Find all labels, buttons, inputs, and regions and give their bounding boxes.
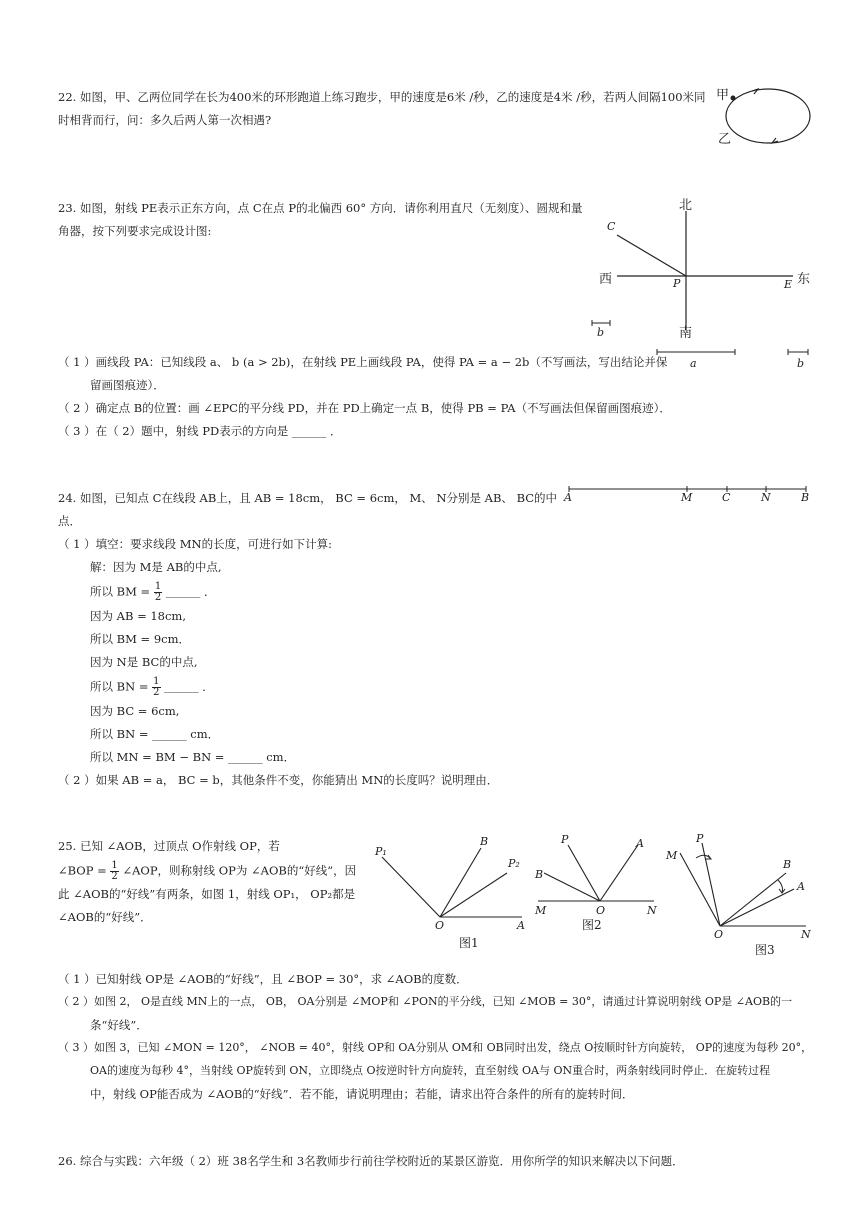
- q26-line1: 26. 综合与实践：六年级（ 2）班 38名学生和 3名教师步行前往学校附近的某景区游览．用你所学的知识来解决以下问题．: [58, 1154, 684, 1168]
- fig1-label-o: O: [435, 919, 445, 932]
- label-b-right: b: [797, 357, 805, 370]
- frac-den: 2: [111, 871, 118, 882]
- label-b-point: B: [801, 491, 810, 504]
- label-a: a: [690, 357, 697, 370]
- q24-line2: 点．: [58, 514, 81, 528]
- q23-part1-line2: 留画图痕迹）．: [90, 378, 165, 392]
- q24-step1: 解：因为 M是 AB的中点,: [90, 560, 222, 574]
- fig2-label-n: N: [647, 904, 657, 917]
- fig3-label-o: O: [714, 928, 724, 941]
- q24-step2-pre: 所以 BM =: [90, 584, 151, 599]
- q24-step6-pre: 所以 BN =: [90, 679, 149, 694]
- label-west: 西: [599, 272, 613, 287]
- q25-part1: （ 1 ）已知射线 OP是 ∠AOB的“好线”，且 ∠BOP = 30°，求 ∠AOB的度数．: [58, 972, 468, 986]
- q24-part2: （ 2 ）如果 AB = a， BC = b，其他条件不变，你能猜出 MN的长度吗？说明理由．: [58, 773, 499, 787]
- q25-part3-line2: OA的速度为每秒 4°，当射线 OP旋转到 ON，立即绕点 O按逆时针方向旋转，直至射线 OA与 ON重合时，两条射线同时停止．在旋转过程: [90, 1064, 771, 1077]
- q22-line2: 时相背而行，问：多久后两人第一次相遇?: [58, 113, 272, 127]
- frac-den: 2: [154, 592, 162, 603]
- label-south: 南: [679, 326, 693, 341]
- fig1-label-a: A: [517, 919, 525, 932]
- frac-num: 1: [153, 676, 160, 687]
- fig2-label-m: M: [535, 904, 547, 917]
- q24-step5: 因为 N是 BC的中点,: [90, 655, 198, 669]
- q23-line1: 23. 如图，射线 PE表示正东方向，点 C在点 P的北偏西 60° 方向．请你利用直尺（无刻度）、圆规和量: [58, 201, 583, 215]
- q24-step7: 因为 BC = 6cm,: [90, 704, 180, 718]
- q24-line1: 24. 如图，已知点 C在线段 AB上，且 AB = 18cm， BC = 6cm， M、 N分别是 AB、 BC的中: [58, 491, 558, 505]
- fig3-label-n: N: [801, 928, 811, 941]
- q24-step4: 所以 BM = 9cm．: [90, 632, 190, 646]
- fig3-label-b: B: [783, 858, 792, 871]
- label-yi: 乙: [718, 132, 732, 147]
- fig2-label-a: A: [636, 837, 644, 850]
- frac-den: 2: [153, 687, 160, 698]
- fig3-label-m: M: [666, 849, 678, 862]
- fig1-caption: 图1: [459, 936, 479, 950]
- label-jia: 甲: [716, 88, 730, 103]
- fig3-caption: 图3: [755, 943, 775, 957]
- fig2-label-o: O: [596, 904, 606, 917]
- q25-part2-line2: 条“好线”．: [90, 1018, 148, 1032]
- q25-line2-pre: ∠BOP =: [58, 863, 107, 878]
- q25-line4: ∠AOB的“好线”．: [58, 910, 152, 924]
- q25-part2-line1: （ 2 ）如图 2， O是直线 MN上的一点， OB， OA分别是 ∠MOP和 ∠PON的平分线，已知 ∠MOB = 30°，请通过计算说明射线 OP是 ∠AOB的一: [58, 995, 793, 1008]
- fig2-caption: 图2: [582, 918, 602, 932]
- q23-part2: （ 2 ）确定点 B的位置：画 ∠EPC的平分线 PD，并在 PD上确定一点 B，使得 PB = PA（不写画法但保留画图痕迹）．: [58, 401, 671, 415]
- fig1-label-p1: P₁: [375, 845, 387, 858]
- frac-num: 1: [154, 581, 162, 592]
- q25-part3-line1: （ 3 ）如图 3，已知 ∠MON = 120°， ∠NOB = 40°，射线 OP和 OA分别从 OM和 OB同时出发，绕点 O按顺时针方向旋转， OP的速度为每秒 20°，: [58, 1041, 813, 1054]
- q23-part1-line1: （ 1 ）画线段 PA：已知线段 a、 b (a > 2b)，在射线 PE上画线段 PA，使得 PA = a − 2b（不写画法，写出结论并保: [58, 355, 668, 369]
- q24-step9: 所以 MN = BM − BN = ______ cm．: [90, 750, 296, 764]
- label-n-point: N: [761, 491, 771, 504]
- q24-step6-post: ______ ．: [164, 679, 214, 694]
- q23-line2: 角器，按下列要求完成设计图:: [58, 224, 212, 238]
- label-c-point: C: [722, 491, 731, 504]
- q24-step8: 所以 BN = ______ cm．: [90, 727, 220, 741]
- q24-part1: （ 1 ）填空：要求线段 MN的长度，可进行如下计算:: [58, 537, 332, 551]
- q24-step2-post: ______ ．: [165, 584, 216, 599]
- label-b-left: b: [597, 326, 605, 339]
- q24-step3: 因为 AB = 18cm,: [90, 609, 186, 623]
- label-east: 东: [797, 272, 811, 287]
- label-m-point: M: [681, 491, 693, 504]
- fig1-label-p2: P₂: [508, 857, 520, 870]
- fig2-label-b: B: [535, 868, 544, 881]
- frac-num: 1: [111, 860, 118, 871]
- fig1-label-b: B: [480, 835, 489, 848]
- fig3-label-a: A: [797, 880, 805, 893]
- q22-line1: 22. 如图，甲、乙两位同学在长为400米的环形跑道上练习跑步，甲的速度是6米 /秒，乙的速度是4米 /秒，若两人间隔100米同: [58, 90, 706, 104]
- q25-line1: 25. 已知 ∠AOB，过顶点 O作射线 OP，若: [58, 839, 280, 853]
- label-p: P: [673, 277, 681, 290]
- fig3-label-p: P: [696, 832, 704, 845]
- q25-part3-line3: 中，射线 OP能否成为 ∠AOB的“好线”．若不能，请说明理由；若能，请求出符合条件的所有的旋转时间．: [90, 1087, 634, 1101]
- q25-line3: 此 ∠AOB的“好线”有两条，如图 1，射线 OP₁， OP₂都是: [58, 887, 356, 901]
- label-c: C: [607, 220, 616, 233]
- q23-part3: （ 3 ）在（ 2）题中，射线 PD表示的方向是 ______ ．: [58, 424, 342, 438]
- label-e: E: [784, 278, 793, 291]
- fig2-label-p: P: [561, 833, 569, 846]
- q25-line2-post: ∠AOP，则称射线 OP为 ∠AOB的“好线”，因: [122, 863, 357, 878]
- label-north: 北: [679, 198, 693, 213]
- label-a-point: A: [564, 491, 572, 504]
